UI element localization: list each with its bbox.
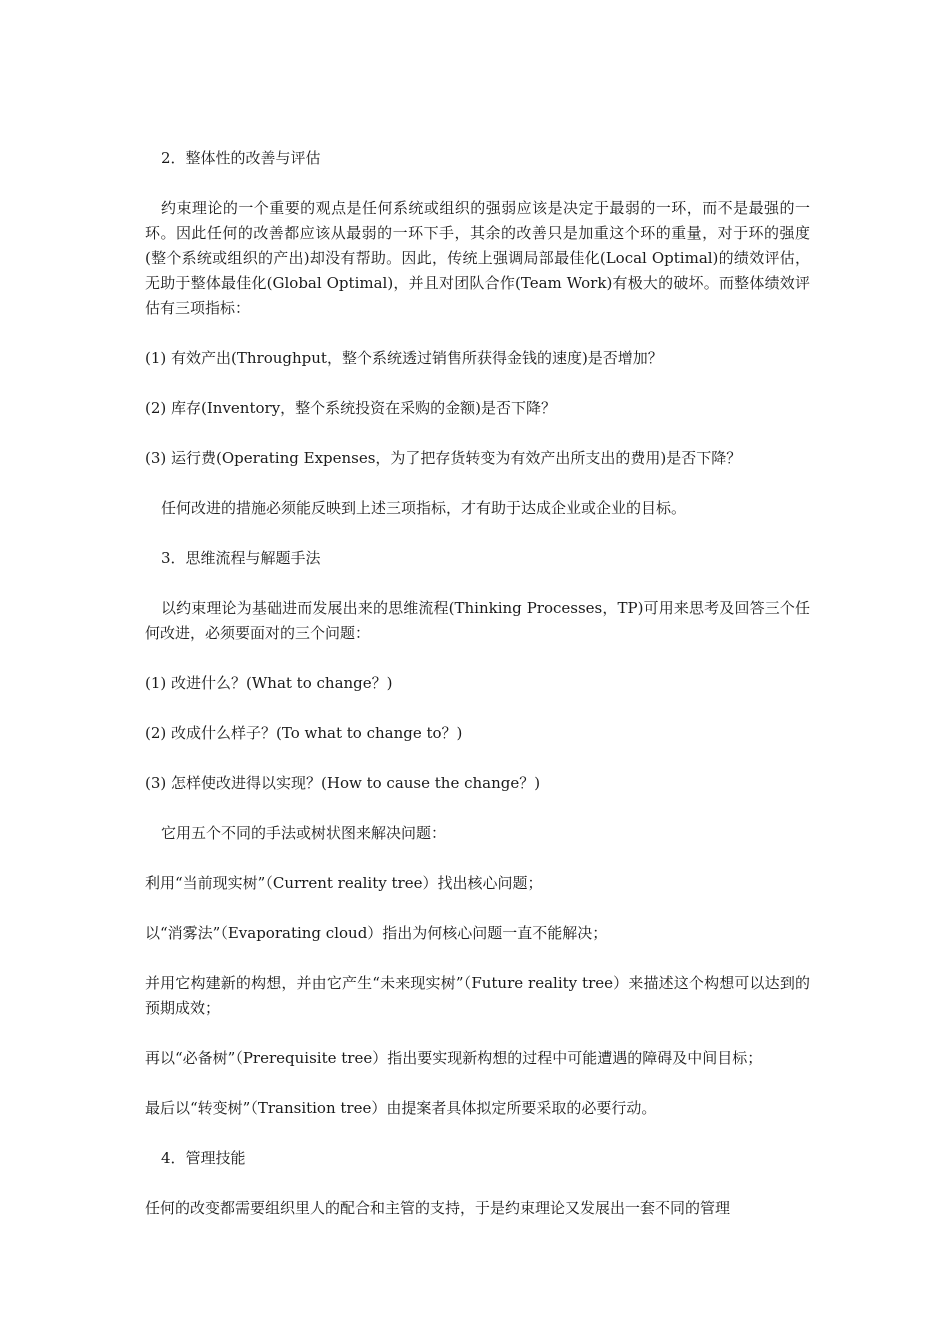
list-item-transition-tree: 最后以“转变树”（Transition tree）由提案者具体拟定所要采取的必要行动。 [145,1099,657,1117]
section-heading-2: 2．整体性的改善与评估 [161,149,321,167]
paragraph-five-tools: 它用五个不同的手法或树状图来解决问题： [161,824,447,842]
section-heading-3: 3．思维流程与解题手法 [161,549,321,567]
list-item-to-what-to-change: (2) 改成什么样子？(To what to change to？) [145,724,463,742]
paragraph-weakest-link: 约束理论的一个重要的观点是任何系统或组织的强弱应该是决定于最弱的一环，而不是最强的一环。因此任何的改善都应该从最弱的一环下手，其余的改善只是加重这个环的重量，对于环的强度(整个系统或组织的产出)却没有帮助。因此，传统上强调局部最佳化(Local Optimal)的绩效评估，无助于整体最佳化(Global Optimal)，并且对团队合作(Team Work)有极大的破坏。而整体绩效评估有三项指标： [145,199,810,317]
list-item-prerequisite-tree: 再以“必备树”（Prerequisite tree）指出要实现新构想的过程中可能遭遇的障碍及中间目标； [145,1049,763,1067]
list-item-throughput: (1) 有效产出(Throughput，整个系统透过销售所获得金钱的速度)是否增加？ [145,349,663,367]
document-page [145,146,810,1246]
list-item-what-to-change: (1) 改进什么？(What to change？) [145,674,393,692]
list-item-inventory: (2) 库存(Inventory，整个系统投资在采购的金额)是否下降？ [145,399,557,417]
paragraph-thinking-processes: 以约束理论为基础进而发展出来的思维流程(Thinking Processes，TP)可用来思考及回答三个任何改进，必须要面对的三个问题： [145,599,810,642]
list-item-current-reality-tree: 利用“当前现实树”（Current reality tree）找出核心问题； [145,874,543,892]
list-item-how-to-change: (3) 怎样使改进得以实现？(How to cause the change？) [145,774,541,792]
list-item-evaporating-cloud: 以“消雾法”（Evaporating cloud）指出为何核心问题一直不能解决； [145,924,608,942]
list-item-operating-expenses: (3) 运行费(Operating Expenses，为了把存货转变为有效产出所支出的费用)是否下降？ [145,449,742,467]
paragraph-measures: 任何改进的措施必须能反映到上述三项指标，才有助于达成企业或企业的目标。 [161,499,687,517]
section-heading-4: 4．管理技能 [161,1149,246,1167]
paragraph-management-skills: 任何的改变都需要组织里人的配合和主管的支持，于是约束理论又发展出一套不同的管理 [145,1199,731,1217]
list-item-future-reality-tree: 并用它构建新的构想，并由它产生“未来现实树”（Future reality tree）来描述这个构想可以达到的预期成效； [145,974,810,1017]
